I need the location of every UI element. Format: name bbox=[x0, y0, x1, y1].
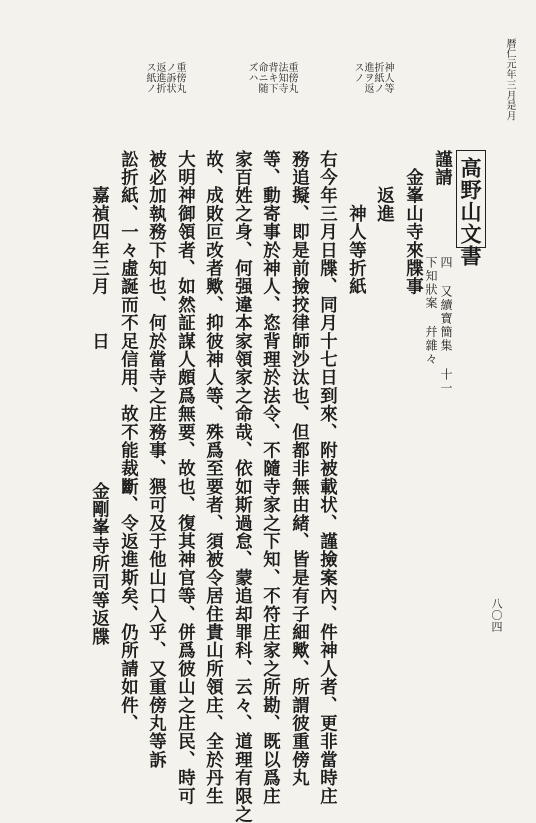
title-frame bbox=[456, 150, 486, 267]
title-subtitle-b: 下知狀案 幷雜々 bbox=[424, 256, 438, 366]
body-column-4: 神人等折紙 bbox=[345, 150, 366, 296]
body-column-7: 等、動寄事於神人、恣背理於法令、不隨寺家之下知、不符庄家之所勘、既以爲庄 bbox=[259, 150, 280, 806]
signature-text: 金剛峯寺所司等返牒 bbox=[88, 482, 109, 646]
head-note-1-text: 神人等 折紙ノ 進ヲ返 スノ bbox=[352, 62, 393, 94]
date-note: 暦仁元年三月是月 bbox=[504, 38, 515, 122]
head-note-1 bbox=[342, 62, 412, 116]
body-column-3: 返進 bbox=[373, 150, 394, 223]
head-note-3 bbox=[134, 62, 204, 116]
body-column-12: 訟折紙、一々虛誕而不足信用、故不能裁斷、令返進斯矣、仍所請如件、 bbox=[117, 150, 138, 733]
head-note-3-text: 重傍丸 ノ訴状 返進折 ス紙ノ bbox=[144, 62, 185, 94]
title-subtitle-a: 四 又續寶簡集 十一 bbox=[439, 256, 453, 395]
body-column-8: 家百姓之身、何强違本家領家之命哉、依如斯過怠、蒙追却罪科、云々、道理有限之 bbox=[231, 150, 252, 823]
document-title: 高野山文書 bbox=[458, 157, 483, 267]
page-number: 八〇四 bbox=[490, 598, 503, 633]
body-column-6: 務追擬、即是前撿挍律師沙汰也、但都非無由緒、皆是有子細歟、所謂彼重傍丸 bbox=[288, 150, 309, 787]
body-column-13: 嘉禎四年三月 日 bbox=[88, 150, 109, 351]
body-column-1: 謹請 bbox=[431, 150, 452, 187]
body-column-10: 大明神御領者、如然証謀人頗爲無要、故也、復其神官等、併爲彼山之庄民、時可 bbox=[174, 150, 195, 806]
signature bbox=[88, 482, 109, 646]
head-note-2-text: 重傍丸 法知寺 背キ下 命ニ随 ズハ bbox=[246, 62, 297, 94]
body-column-5: 右今年三月日牒、同月十七日到來、附被載状、謹撿案內、件神人者、更非當時庄 bbox=[316, 150, 337, 806]
head-note-2 bbox=[236, 62, 316, 116]
body-column-11: 被必加執務下知也、何於當寺之庄務事、猥可及于他山口入乎、又重傍丸等訴 bbox=[145, 150, 166, 769]
body-column-2: 金峯山寺來牒事 bbox=[402, 150, 423, 296]
body-column-9: 故、成敗叵改者歟、抑彼神人等、殊爲至要者、須被令居住貴山所領庄、全於丹生 bbox=[202, 150, 223, 806]
